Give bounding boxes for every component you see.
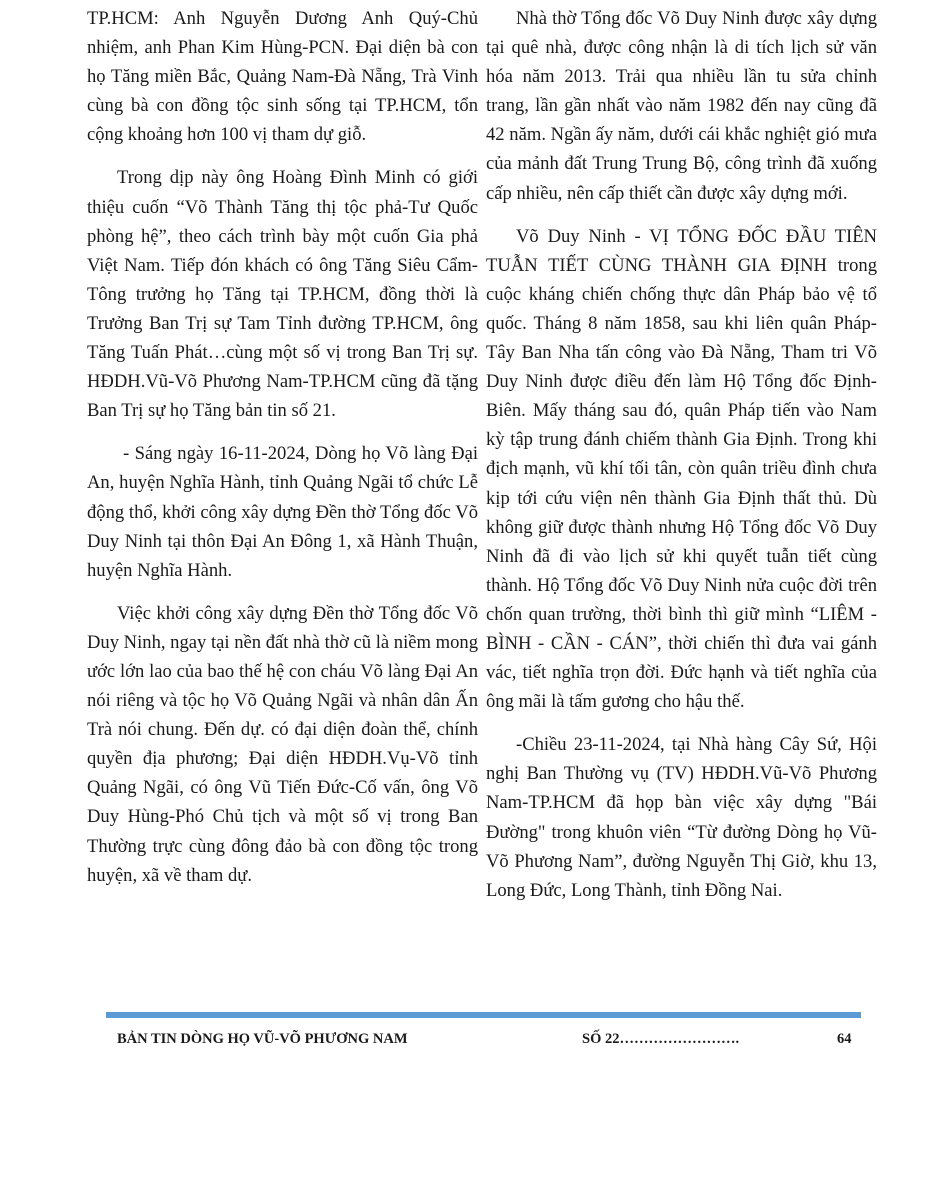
paragraph-historic-site: Nhà thờ Tổng đốc Võ Duy Ninh được xây dựng tại quê nhà, được công nhận là di tích lịch sử văn hóa năm 2013. Trải qua nhiều lần tu sửa chỉnh trang, lần gần nhất vào năm 1982 đến nay cũng đã 42 năm. Ngần ấy năm, dưới cái khắc nghiệt gió mưa của mảnh đất Trung Trung Bộ, công trình đã xuống cấp nhiều, nên cấp thiết cần được xây dựng mới. <box>486 8 877 204</box>
left-column <box>87 4 478 904</box>
footer-divider <box>106 1012 861 1018</box>
paragraph-governor-biography: Võ Duy Ninh - VỊ TỔNG ĐỐC ĐẦU TIÊN TUẪN TIẾT CÙNG THÀNH GIA ĐỊNH trong cuộc kháng chiến chống thực dân Pháp bảo vệ tổ quốc. Tháng 8 năm 1858, sau khi liên quân Pháp-Tây Ban Nha tấn công vào Đà Nẵng, Tham tri Võ Duy Ninh được điều đến làm Hộ Tổng đốc Định-Biên. Mấy tháng sau đó, quân Pháp tiến vào Nam kỳ tập trung đánh chiếm thành Gia Định. Trong khi địch mạnh, vũ khí tối tân, còn quân triều đình chưa kịp tới cứu viện nên thành Gia Định thất thủ. Dù không giữ được thành nhưng Hộ Tổng đốc Võ Duy Ninh đã đi vào lịch sử khi quyết tuẫn tiết cùng thành. Hộ Tổng đốc Võ Duy Ninh nửa cuộc đời trên chốn quan trường, thời bình thì giữ mình “LIÊM - BÌNH - CẦN - CÁN”, thời chiến thì đưa vai gánh vác, tiết nghĩa trọn đời. Đức hạnh và tiết nghĩa của ông mãi là tấm gương cho hậu thế. <box>486 225 877 713</box>
paragraph-book-introduction: Trong dịp này ông Hoàng Đình Minh có giới thiệu cuốn “Võ Thành Tăng thị tộc phả-Tư Quốc phòng hệ”, theo cách trình bày một cuốn Gia phả Việt Nam. Tiếp đón khách có ông Tăng Siêu Cẩm-Tông trưởng họ Tăng tại TP.HCM, đồng thời là Trưởng Ban Trị sự Tam Tỉnh đường TP.HCM, ông Tăng Tuấn Phát…cùng một số vị trong Ban Trị sự. HĐDH.Vũ-Võ Phương Nam-TP.HCM cũng đã tặng Ban Trị sự họ Tăng bản tin số 21. <box>87 167 478 422</box>
footer-issue-number: SỐ 22……………………. <box>582 1031 740 1047</box>
footer-newsletter-title: BẢN TIN DÒNG HỌ VŨ-VÕ PHƯƠNG NAM <box>117 1031 408 1047</box>
paragraph-continuation: TP.HCM: Anh Nguyễn Dương Anh Quý-Chủ nhiệm, anh Phan Kim Hùng-PCN. Đại diện bà con họ Tăng miền Bắc, Quảng Nam-Đà Nẵng, Trà Vinh cùng bà con đồng tộc sinh sống tại TP.HCM, tổn cộng khoảng hơn 100 vị tham dự giỗ. <box>87 8 478 146</box>
right-column <box>486 4 877 919</box>
paragraph-groundbreaking-event: - Sáng ngày 16-11-2024, Dòng họ Võ làng Đại An, huyện Nghĩa Hành, tỉnh Quảng Ngãi tổ chức Lễ động thổ, khởi công xây dựng Đền thờ Tổng đốc Võ Duy Ninh tại thôn Đại An Đông 1, xã Hành Thuận, huyện Nghĩa Hành. <box>87 443 478 581</box>
paragraph-committee-meeting: -Chiều 23-11-2024, tại Nhà hàng Cây Sứ, Hội nghị Ban Thường vụ (TV) HĐDH.Vũ-Võ Phương Nam-TP.HCM đã họp bàn việc xây dựng "Bái Đường" trong khuôn viên “Từ đường Dòng họ Vũ-Võ Phương Nam”, đường Nguyễn Thị Giờ, khu 13, Long Đức, Long Thành, tỉnh Đồng Nai. <box>486 734 877 901</box>
paragraph-temple-construction: Việc khởi công xây dựng Đền thờ Tổng đốc Võ Duy Ninh, ngay tại nền đất nhà thờ cũ là niềm mong ước lớn lao của bao thế hệ con cháu Võ làng Đại An nói riêng và tộc họ Võ Quảng Ngãi và nhân dân Ấn Trà nói chung. Đến dự. có đại diện đoàn thể, chính quyền địa phương; Đại diện HĐDH.Vụ-Võ tỉnh Quảng Ngãi, có ông Vũ Tiến Đức-Cố vấn, ông Võ Duy Hùng-Phó Chủ tịch và một số vị trong Ban Thường trực cùng đông đảo bà con đồng tộc trong huyện, xã về tham dự. <box>87 602 478 886</box>
footer-page-number: 64 <box>837 1031 852 1047</box>
